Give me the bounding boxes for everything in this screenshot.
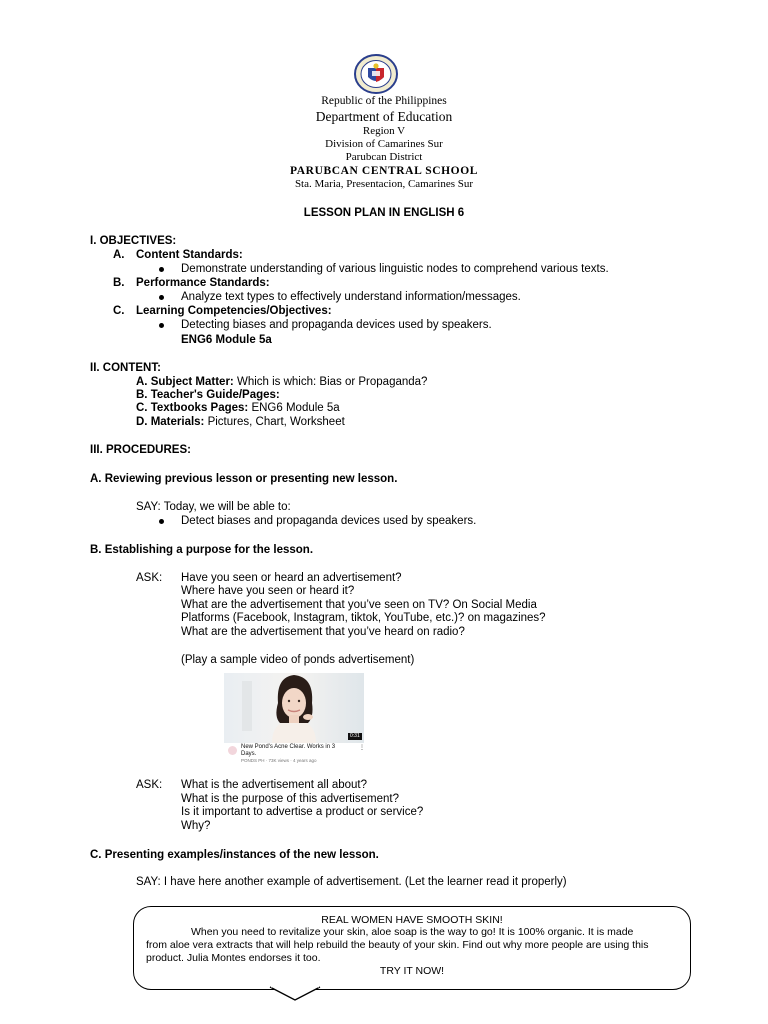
question-9: Why?: [181, 820, 211, 832]
performance-standards-label: Performance Standards:: [136, 277, 270, 289]
video-title-line-1: New Pond's Acne Clear. Works in 3: [241, 744, 336, 750]
materials-value: Pictures, Chart, Worksheet: [204, 416, 345, 428]
play-video-instruction: (Play a sample video of ponds advertisement): [181, 654, 415, 666]
question-4: Platforms (Facebook, Instagram, tiktok, YouTube, etc.)? on magazines?: [181, 612, 546, 624]
subject-matter-line: [136, 375, 427, 389]
objectives-heading: I. OBJECTIVES:: [90, 235, 177, 247]
deped-seal-logo: [353, 54, 399, 94]
header-division: Division of Camarines Sur: [325, 138, 443, 150]
header-department: Department of Education: [315, 109, 453, 124]
materials-line: [136, 415, 345, 429]
ad-body-line-3: product. Julia Montes endorses it too.: [146, 952, 321, 964]
ad-title: REAL WOMEN HAVE SMOOTH SKIN!: [321, 914, 503, 926]
textbooks-value: ENG6 Module 5a: [248, 402, 340, 414]
procedure-a-item: Detect biases and propaganda devices used by speakers.: [181, 515, 477, 527]
procedure-b-heading: B. Establishing a purpose for the lesson.: [90, 544, 314, 556]
learning-competencies-item: Detecting biases and propaganda devices used by speakers.: [181, 319, 492, 331]
more-options-icon[interactable]: ⋮: [359, 745, 365, 751]
procedure-a-say: SAY: Today, we will be able to:: [136, 501, 291, 513]
callout-tail: [270, 986, 320, 1002]
procedure-c-say: SAY: I have here another example of advertisement. (Let the learner read it properly): [136, 876, 567, 888]
objective-c-letter: C.: [113, 305, 125, 317]
bullet-icon: [159, 323, 164, 328]
question-5: What are the advertisement that you’ve heard on radio?: [181, 626, 465, 638]
question-7: What is the purpose of this advertisement?: [181, 793, 399, 805]
ad-body-line-1: When you need to revitalize your skin, aloe soap is the way to go! It is 100% organic. It is made: [191, 926, 634, 938]
question-8: Is it important to advertise a product or service?: [181, 806, 424, 818]
question-2: Where have you seen or heard it?: [181, 585, 355, 597]
teachers-guide-label: B. Teacher's Guide/Pages:: [136, 389, 280, 401]
bullet-icon: [159, 519, 164, 524]
question-1: Have you seen or heard an advertisement?: [181, 572, 402, 584]
header-republic: Republic of the Philippines: [321, 95, 447, 107]
textbooks-label: C. Textbooks Pages:: [136, 402, 249, 414]
video-frame-image: [224, 673, 364, 743]
ad-call-to-action: TRY IT NOW!: [379, 965, 445, 977]
content-standards-label: Content Standards:: [136, 249, 243, 261]
channel-avatar-icon: [228, 746, 237, 755]
ask-label-2: ASK:: [136, 779, 163, 791]
header-region: Region V: [362, 125, 406, 137]
video-meta: PONDS PH · 73K views · 4 years ago: [241, 758, 317, 763]
module-code: ENG6 Module 5a: [181, 334, 272, 346]
textbooks-line: [136, 401, 340, 415]
bullet-icon: [159, 295, 164, 300]
lesson-plan-title: LESSON PLAN IN ENGLISH 6: [303, 207, 465, 219]
subject-matter-value: Which is which: Bias or Propaganda?: [233, 376, 428, 388]
objective-a-letter: A.: [113, 249, 125, 261]
materials-label: D. Materials:: [136, 416, 205, 428]
content-standards-item: Demonstrate understanding of various linguistic nodes to comprehend various texts.: [181, 263, 609, 275]
learning-competencies-label: Learning Competencies/Objectives:: [136, 305, 332, 317]
video-thumbnail[interactable]: [224, 673, 364, 765]
procedures-heading: III. PROCEDURES:: [90, 444, 191, 456]
ad-body-line-2: from aloe vera extracts that will help rebuild the beauty of your skin. Find out why more people are using this: [146, 939, 649, 951]
video-title-line-2: Days.: [241, 751, 257, 757]
bullet-icon: [159, 267, 164, 272]
content-heading: II. CONTENT:: [90, 362, 161, 374]
header-district: Parubcan District: [345, 151, 423, 163]
header-address: Sta. Maria, Presentacion, Camarines Sur: [294, 178, 474, 190]
question-6: What is the advertisement all about?: [181, 779, 368, 791]
ask-label: ASK:: [136, 572, 163, 584]
video-duration-badge: 0:31: [350, 733, 360, 739]
objective-b-letter: B.: [113, 277, 125, 289]
performance-standards-item: Analyze text types to effectively understand information/messages.: [181, 291, 521, 303]
header-school-name: PARUBCAN CENTRAL SCHOOL: [289, 165, 479, 177]
procedure-a-heading: A. Reviewing previous lesson or presenting new lesson.: [90, 473, 398, 485]
procedure-c-heading: C. Presenting examples/instances of the new lesson.: [90, 849, 379, 861]
subject-matter-label: A. Subject Matter:: [136, 376, 234, 388]
question-3: What are the advertisement that you’ve seen on TV? On Social Media: [181, 599, 537, 611]
